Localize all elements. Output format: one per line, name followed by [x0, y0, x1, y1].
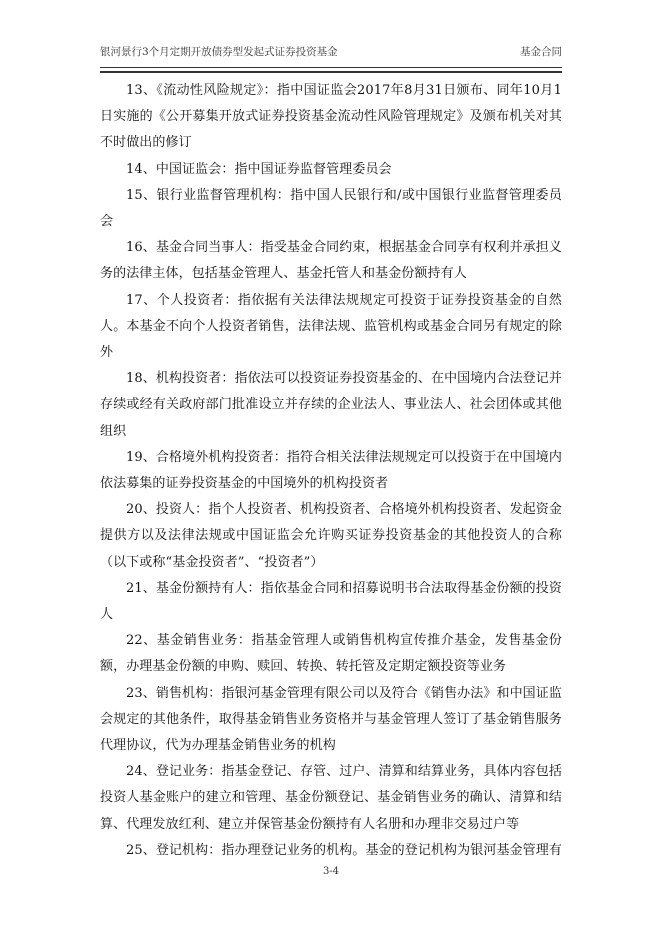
header-divider-thick	[100, 71, 562, 73]
definition-22: 22、基金销售业务：指基金管理人或销售机构宣传推介基金，发售基金份额，办理基金份额的申购、赎回、转换、转托管及定期定额投资等业务	[100, 633, 562, 675]
definition-13: 13、《流动性风险规定》：指中国证监会2017年8月31日颁布、同年10月1日实施的《公开募集开放式证券投资基金流动性风险管理规定》及颁布机关对其不时做出的修订	[100, 83, 562, 151]
page-number: 3-4	[322, 866, 340, 877]
document-body	[100, 78, 562, 864]
header-doc-type: 基金合同	[520, 46, 562, 58]
definition-24: 24、登记业务：指基金登记、存管、过户、清算和结算业务，具体内容包括投资人基金账户的建立和管理、基金份额登记、基金销售业务的确认、清算和结算、代理发放红利、建立并保管基金份额持有人名册和办理非交易过户等	[100, 764, 562, 832]
definition-20: 20、投资人：指个人投资者、机构投资者、合格境外机构投资者、发起资金提供方以及法律法规或中国证监会允许购买证券投资基金的其他投资人的合称（以下或称“基金投资者”、“投资者”）	[100, 502, 562, 570]
definition-23: 23、销售机构：指银河基金管理有限公司以及符合《销售办法》和中国证监会规定的其他条件，取得基金销售业务资格并与基金管理人签订了基金销售服务代理协议，代为办理基金销售业务的机构	[100, 685, 562, 754]
definition-19: 19、合格境外机构投资者：指符合相关法律法规规定可以投资于在中国境内依法募集的证券投资基金的中国境外的机构投资者	[100, 449, 562, 492]
definition-15: 15、银行业监督管理机构：指中国人民银行和/或中国银行业监督管理委员会	[100, 187, 562, 230]
header-fund-title: 银河景行3个月定期开放债券型发起式证券投资基金	[100, 46, 338, 58]
definition-17: 17、个人投资者：指依据有关法律法规规定可投资于证券投资基金的自然人。本基金不向个人投资者销售，法律法规、监管机构或基金合同另有规定的除外	[100, 292, 562, 361]
definition-14: 14、中国证监会：指中国证券监督管理委员会	[126, 161, 392, 177]
definition-25: 25、登记机构：指办理登记业务的机构。基金的登记机构为银河基金管理有	[126, 842, 562, 858]
definition-18: 18、机构投资者：指依法可以投资证券投资基金的、在中国境内合法登记并存续或经有关政府部门批准设立并存续的企业法人、事业法人、社会团体或其他组织	[100, 371, 562, 439]
header-divider-thin	[100, 67, 562, 68]
definition-21: 21、基金份额持有人：指依基金合同和招募说明书合法取得基金份额的投资人	[100, 580, 562, 623]
definition-16: 16、基金合同当事人：指受基金合同约束，根据基金合同享有权利并承担义务的法律主体，包括基金管理人、基金托管人和基金份额持有人	[100, 240, 562, 282]
